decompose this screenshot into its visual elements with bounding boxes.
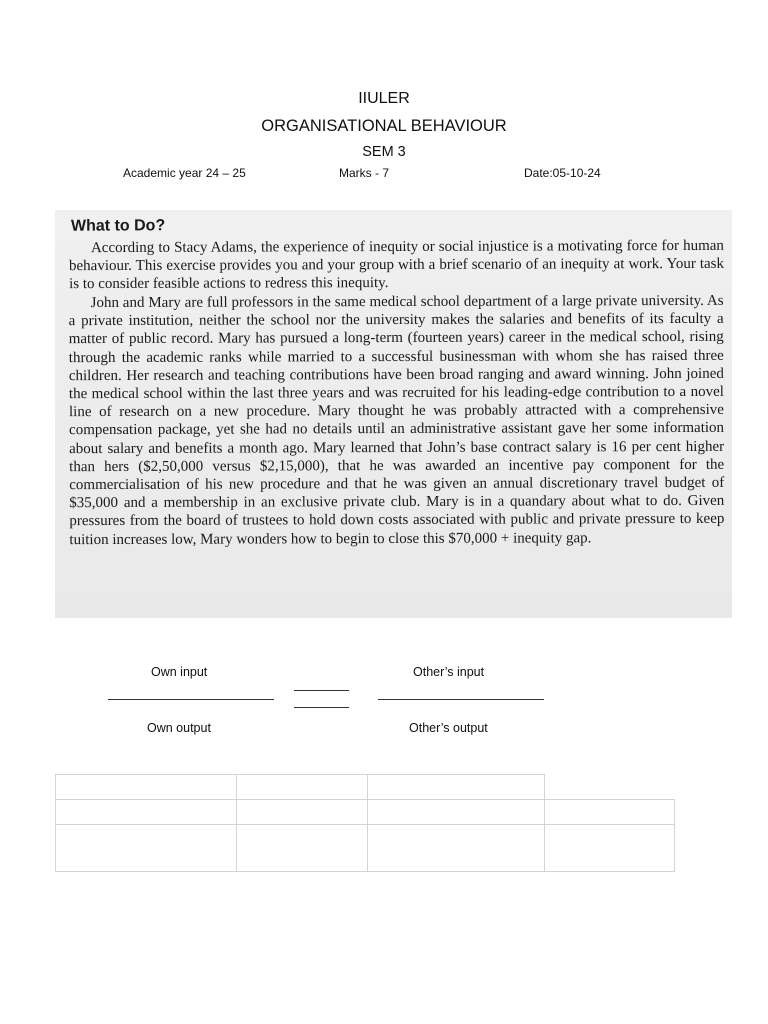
own-input-label: Own input [151, 665, 208, 679]
table-cell[interactable] [55, 824, 237, 872]
date-label: Date:05-10-24 [524, 166, 601, 180]
semester-label: SEM 3 [362, 144, 406, 160]
scanned-exercise-image [55, 210, 732, 618]
others-fraction-line [378, 699, 544, 700]
exercise-paragraph-intro: According to Stacy Adams, the experience of inequity or social injustice is a motivating force for human behaviour. This exercise provides you and your group with a brief scenario of an inequity at work. Your task is to consider feasible actions to redress this inequity. [68, 237, 725, 293]
own-fraction-line [108, 699, 274, 700]
table-cell[interactable] [367, 824, 545, 872]
table-cell[interactable] [544, 824, 675, 872]
subject-title: ORGANISATIONAL BEHAVIOUR [261, 117, 507, 135]
equals-bottom-line [294, 707, 349, 708]
exercise-paragraph-scenario: John and Mary are full professors in the same medical school department of a large private university. As a private institution, neither the school nor the university makes the salaries and benefits of its faculty a matter of public record. Mary has pursued a long-term (fourteen years) career in the medical school, rising through the academic ranks while married to a successful businessman with whom she has raised three children. Her research and teaching contributions have been broad ranging and award winning. John joined the medical school within the last three years and was recruited for his leading-edge contribution to a novel line of research on a new procedure. Mary thought he was probably attracted with a comprehensive compensation package, yet she had no details until an administrative assistant gave her some information about salary and benefits a month ago. Mary learned that John’s base contract salary is 16 per cent higher than hers ($2,50,000 versus $2,15,000), that he was awarded an incentive pay component for the commercialisation of his new procedure and that he was given an annual discretionary travel budget of $35,000 and a membership in an exclusive private club. Mary is in a quandary about what to do. Given pressures from the board of trustees to hold down costs associated with public and private pressure to keep tuition increases low, Mary wonders how to begin to close this $70,000 + inequity gap. [68, 292, 725, 548]
equals-top-line [294, 690, 349, 691]
marks-label: Marks - 7 [339, 166, 390, 180]
table-cell[interactable] [55, 799, 237, 825]
exercise-title: What to Do? [70, 217, 166, 235]
academic-year: Academic year 24 – 25 [123, 166, 246, 180]
table-cell[interactable] [367, 774, 545, 800]
others-output-label: Other’s output [409, 721, 488, 735]
table-cell[interactable] [55, 774, 237, 800]
own-output-label: Own output [147, 721, 211, 735]
table-cell[interactable] [236, 799, 368, 825]
institution-name: IIULER [358, 90, 410, 107]
table-cell[interactable] [367, 799, 545, 825]
table-cell[interactable] [544, 799, 675, 825]
table-cell[interactable] [236, 774, 368, 800]
others-input-label: Other’s input [413, 665, 485, 679]
table-cell[interactable] [236, 824, 368, 872]
